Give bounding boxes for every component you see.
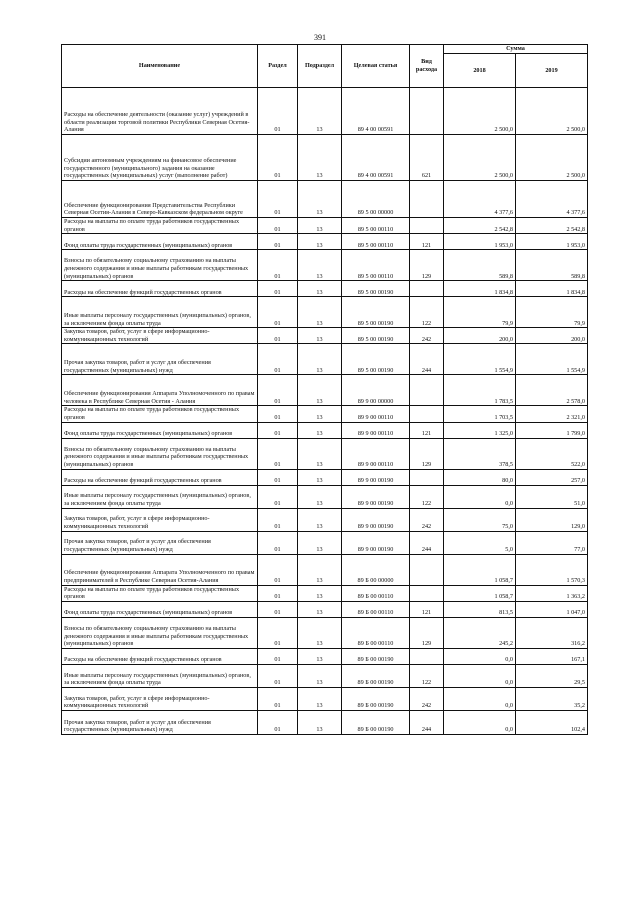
table-row — [62, 88, 588, 135]
row-sum-2018: 2 542,8 — [444, 218, 516, 234]
table-row — [62, 234, 588, 250]
table-row — [62, 297, 588, 328]
row-subsection: 13 — [298, 135, 342, 181]
header-name: Наименование — [62, 45, 258, 88]
row-sum-2018: 80,0 — [444, 469, 516, 485]
row-subsection: 13 — [298, 469, 342, 485]
row-target: 89 9 00 00110 — [342, 406, 410, 422]
row-subsection: 13 — [298, 422, 342, 438]
table-row — [62, 422, 588, 438]
row-expense-type: 242 — [410, 328, 444, 344]
row-section: 01 — [258, 601, 298, 617]
row-expense-type — [410, 585, 444, 601]
row-subsection: 13 — [298, 710, 342, 734]
row-sum-2019: 257,0 — [516, 469, 588, 485]
row-target: 89 4 00 00591 — [342, 88, 410, 135]
row-name: Закупка товаров, работ, услуг в сфере информационно-коммуникационных технологий — [62, 508, 258, 531]
row-sum-2019: 1 570,3 — [516, 554, 588, 585]
row-name: Расходы на обеспечение функций государственных органов — [62, 281, 258, 297]
table-row — [62, 485, 588, 508]
row-sum-2018: 1 703,5 — [444, 406, 516, 422]
header-type: Вид расхода — [410, 45, 444, 88]
table-row — [62, 601, 588, 617]
row-sum-2019: 316,2 — [516, 617, 588, 648]
row-section: 01 — [258, 485, 298, 508]
row-target: 89 5 00 00190 — [342, 344, 410, 375]
row-subsection: 13 — [298, 531, 342, 554]
row-sum-2019: 1 047,0 — [516, 601, 588, 617]
row-target: 89 Б 00 00110 — [342, 617, 410, 648]
table-row — [62, 664, 588, 687]
table-row — [62, 710, 588, 734]
row-sum-2018: 200,0 — [444, 328, 516, 344]
row-sum-2018: 0,0 — [444, 648, 516, 664]
row-target: 89 Б 00 00190 — [342, 710, 410, 734]
row-sum-2019: 200,0 — [516, 328, 588, 344]
row-sum-2019: 2 500,0 — [516, 135, 588, 181]
row-sum-2019: 35,2 — [516, 687, 588, 710]
table-row — [62, 438, 588, 469]
row-sum-2018: 2 500,0 — [444, 88, 516, 135]
row-sum-2019: 2 500,0 — [516, 88, 588, 135]
row-subsection: 13 — [298, 554, 342, 585]
table-row — [62, 250, 588, 281]
row-target: 89 Б 00 00190 — [342, 648, 410, 664]
row-sum-2019: 29,5 — [516, 664, 588, 687]
table-row — [62, 585, 588, 601]
row-target: 89 9 00 00190 — [342, 531, 410, 554]
row-name: Расходы на выплаты по оплате труда работников государственных органов — [62, 585, 258, 601]
row-sum-2019: 1 363,2 — [516, 585, 588, 601]
row-target: 89 5 00 00110 — [342, 234, 410, 250]
row-name: Фонд оплаты труда государственных (муниципальных) органов — [62, 234, 258, 250]
row-expense-type — [410, 648, 444, 664]
row-sum-2018: 0,0 — [444, 664, 516, 687]
row-sum-2019: 1 834,8 — [516, 281, 588, 297]
header-section: Раздел — [258, 45, 298, 88]
row-sum-2018: 2 500,0 — [444, 135, 516, 181]
row-expense-type: 129 — [410, 250, 444, 281]
row-sum-2019: 589,8 — [516, 250, 588, 281]
row-subsection: 13 — [298, 664, 342, 687]
row-name: Иные выплаты персоналу государственных (муниципальных) органов, за исключением фонда оплаты труда — [62, 664, 258, 687]
row-subsection: 13 — [298, 585, 342, 601]
row-sum-2019: 167,1 — [516, 648, 588, 664]
row-sum-2018: 1 554,9 — [444, 344, 516, 375]
table-row — [62, 281, 588, 297]
row-sum-2018: 378,5 — [444, 438, 516, 469]
table-row — [62, 469, 588, 485]
row-name: Прочая закупка товаров, работ и услуг для обеспечения государственных (муниципальных) нужд — [62, 531, 258, 554]
row-name: Прочая закупка товаров, работ и услуг для обеспечения государственных (муниципальных) нужд — [62, 710, 258, 734]
row-section: 01 — [258, 328, 298, 344]
table-row — [62, 344, 588, 375]
table-row — [62, 531, 588, 554]
row-subsection: 13 — [298, 234, 342, 250]
row-target: 89 9 00 00000 — [342, 375, 410, 406]
row-subsection: 13 — [298, 88, 342, 135]
row-name: Обеспечение функционирования Аппарата Уполномоченного по правам человека в Республике Северная Осетия - Алания — [62, 375, 258, 406]
row-subsection: 13 — [298, 281, 342, 297]
row-name: Расходы на обеспечение деятельности (оказание услуг) учреждений в области реализации торговой политики Республики Северная Осетия-Алания — [62, 88, 258, 135]
row-expense-type: 129 — [410, 617, 444, 648]
row-section: 01 — [258, 438, 298, 469]
row-target: 89 9 00 00110 — [342, 438, 410, 469]
row-name: Взносы по обязательному социальному страхованию на выплаты денежного содержания и иные выплаты работникам государственных (муниципальных) органов — [62, 438, 258, 469]
table-row — [62, 406, 588, 422]
table-row — [62, 375, 588, 406]
row-expense-type: 621 — [410, 135, 444, 181]
row-section: 01 — [258, 554, 298, 585]
row-subsection: 13 — [298, 344, 342, 375]
row-subsection: 13 — [298, 508, 342, 531]
row-sum-2019: 2 578,0 — [516, 375, 588, 406]
row-sum-2018: 1 953,0 — [444, 234, 516, 250]
header-target: Целевая статья — [342, 45, 410, 88]
row-expense-type: 122 — [410, 485, 444, 508]
row-expense-type — [410, 469, 444, 485]
row-expense-type — [410, 375, 444, 406]
row-section: 01 — [258, 375, 298, 406]
row-section: 01 — [258, 585, 298, 601]
row-sum-2018: 0,0 — [444, 687, 516, 710]
row-target: 89 5 00 00190 — [342, 297, 410, 328]
row-target: 89 4 00 00591 — [342, 135, 410, 181]
row-sum-2019: 522,0 — [516, 438, 588, 469]
row-expense-type — [410, 218, 444, 234]
row-name: Расходы на обеспечение функций государственных органов — [62, 648, 258, 664]
row-sum-2018: 0,0 — [444, 710, 516, 734]
row-subsection: 13 — [298, 617, 342, 648]
row-name: Обеспечение функционирования Аппарата Уполномоченного по правам предпринимателей в Республике Северная Осетия-Алания — [62, 554, 258, 585]
page-number: 391 — [314, 33, 326, 42]
row-subsection: 13 — [298, 485, 342, 508]
row-section: 01 — [258, 88, 298, 135]
row-section: 01 — [258, 710, 298, 734]
row-sum-2018: 75,0 — [444, 508, 516, 531]
table-row — [62, 135, 588, 181]
row-subsection: 13 — [298, 250, 342, 281]
row-sum-2019: 4 377,6 — [516, 181, 588, 218]
row-sum-2018: 5,0 — [444, 531, 516, 554]
row-subsection: 13 — [298, 297, 342, 328]
row-expense-type — [410, 554, 444, 585]
row-section: 01 — [258, 687, 298, 710]
row-subsection: 13 — [298, 687, 342, 710]
row-section: 01 — [258, 406, 298, 422]
row-subsection: 13 — [298, 406, 342, 422]
row-name: Иные выплаты персоналу государственных (муниципальных) органов, за исключением фонда оплаты труда — [62, 297, 258, 328]
row-target: 89 5 00 00110 — [342, 218, 410, 234]
row-sum-2019: 102,4 — [516, 710, 588, 734]
row-name: Фонд оплаты труда государственных (муниципальных) органов — [62, 601, 258, 617]
row-sum-2018: 1 058,7 — [444, 585, 516, 601]
table-row — [62, 328, 588, 344]
row-expense-type: 121 — [410, 234, 444, 250]
row-target: 89 5 00 00190 — [342, 281, 410, 297]
row-sum-2018: 245,2 — [444, 617, 516, 648]
row-target: 89 5 00 00000 — [342, 181, 410, 218]
row-sum-2018: 79,9 — [444, 297, 516, 328]
table-row — [62, 218, 588, 234]
row-sum-2018: 1 325,0 — [444, 422, 516, 438]
header-year-2019: 2019 — [516, 54, 588, 88]
row-section: 01 — [258, 469, 298, 485]
table-row — [62, 687, 588, 710]
row-expense-type: 121 — [410, 601, 444, 617]
row-name: Иные выплаты персоналу государственных (муниципальных) органов, за исключением фонда оплаты труда — [62, 485, 258, 508]
table-row — [62, 648, 588, 664]
budget-table — [61, 44, 588, 735]
row-target: 89 5 00 00110 — [342, 250, 410, 281]
row-sum-2018: 1 783,5 — [444, 375, 516, 406]
row-sum-2019: 1 554,9 — [516, 344, 588, 375]
row-section: 01 — [258, 344, 298, 375]
header-year-2018: 2018 — [444, 54, 516, 88]
row-section: 01 — [258, 531, 298, 554]
row-sum-2018: 1 834,8 — [444, 281, 516, 297]
row-target: 89 Б 00 00110 — [342, 585, 410, 601]
row-subsection: 13 — [298, 438, 342, 469]
row-section: 01 — [258, 234, 298, 250]
row-target: 89 9 00 00190 — [342, 508, 410, 531]
row-section: 01 — [258, 422, 298, 438]
table-row — [62, 508, 588, 531]
row-target: 89 9 00 00110 — [342, 422, 410, 438]
row-expense-type: 122 — [410, 664, 444, 687]
row-expense-type — [410, 281, 444, 297]
row-sum-2019: 2 321,0 — [516, 406, 588, 422]
row-section: 01 — [258, 250, 298, 281]
row-name: Прочая закупка товаров, работ и услуг для обеспечения государственных (муниципальных) нужд — [62, 344, 258, 375]
row-sum-2018: 0,0 — [444, 485, 516, 508]
row-sum-2019: 77,0 — [516, 531, 588, 554]
table-row — [62, 181, 588, 218]
row-target: 89 9 00 00190 — [342, 485, 410, 508]
row-name: Закупка товаров, работ, услуг в сфере информационно-коммуникационных технологий — [62, 687, 258, 710]
row-expense-type — [410, 88, 444, 135]
row-expense-type: 242 — [410, 687, 444, 710]
row-section: 01 — [258, 181, 298, 218]
row-name: Закупка товаров, работ, услуг в сфере информационно-коммуникационных технологий — [62, 328, 258, 344]
row-name: Субсидии автономным учреждениям на финансовое обеспечение государственного (муниципального) задания на оказание государственных (муниципальных) услуг (выполнение работ) — [62, 135, 258, 181]
row-sum-2018: 813,5 — [444, 601, 516, 617]
header-subsection: Подраздел — [298, 45, 342, 88]
row-subsection: 13 — [298, 648, 342, 664]
row-subsection: 13 — [298, 218, 342, 234]
row-expense-type: 244 — [410, 531, 444, 554]
row-sum-2018: 4 377,6 — [444, 181, 516, 218]
row-target: 89 Б 00 00190 — [342, 664, 410, 687]
row-section: 01 — [258, 664, 298, 687]
row-expense-type: 129 — [410, 438, 444, 469]
row-name: Расходы на выплаты по оплате труда работников государственных органов — [62, 406, 258, 422]
row-target: 89 Б 00 00110 — [342, 601, 410, 617]
row-section: 01 — [258, 648, 298, 664]
row-subsection: 13 — [298, 601, 342, 617]
row-target: 89 Б 00 00190 — [342, 687, 410, 710]
row-name: Расходы на обеспечение функций государственных органов — [62, 469, 258, 485]
row-subsection: 13 — [298, 181, 342, 218]
row-name: Обеспечение функционирования Представительства Республики Северная Осетия-Алания в Северо-Кавказском федеральном округе — [62, 181, 258, 218]
header-sum: Сумма — [444, 45, 588, 54]
row-sum-2019: 51,0 — [516, 485, 588, 508]
row-section: 01 — [258, 281, 298, 297]
row-name: Взносы по обязательному социальному страхованию на выплаты денежного содержания и иные выплаты работникам государственных (муниципальных) органов — [62, 617, 258, 648]
row-sum-2018: 1 058,7 — [444, 554, 516, 585]
row-name: Взносы по обязательному социальному страхованию на выплаты денежного содержания и иные выплаты работникам государственных (муниципальных) органов — [62, 250, 258, 281]
row-sum-2019: 2 542,8 — [516, 218, 588, 234]
row-expense-type: 121 — [410, 422, 444, 438]
row-section: 01 — [258, 218, 298, 234]
row-target: 89 5 00 00190 — [342, 328, 410, 344]
row-section: 01 — [258, 297, 298, 328]
row-sum-2019: 79,9 — [516, 297, 588, 328]
row-name: Фонд оплаты труда государственных (муниципальных) органов — [62, 422, 258, 438]
row-expense-type: 244 — [410, 710, 444, 734]
row-target: 89 Б 00 00000 — [342, 554, 410, 585]
row-expense-type — [410, 181, 444, 218]
row-name: Расходы на выплаты по оплате труда работников государственных органов — [62, 218, 258, 234]
row-subsection: 13 — [298, 375, 342, 406]
row-section: 01 — [258, 617, 298, 648]
row-sum-2019: 1 799,0 — [516, 422, 588, 438]
row-target: 89 9 00 00190 — [342, 469, 410, 485]
row-section: 01 — [258, 135, 298, 181]
table-row — [62, 554, 588, 585]
row-sum-2019: 1 953,0 — [516, 234, 588, 250]
row-sum-2018: 589,8 — [444, 250, 516, 281]
row-expense-type: 242 — [410, 508, 444, 531]
row-expense-type: 244 — [410, 344, 444, 375]
row-subsection: 13 — [298, 328, 342, 344]
row-expense-type — [410, 406, 444, 422]
row-section: 01 — [258, 508, 298, 531]
table-row — [62, 617, 588, 648]
row-sum-2019: 129,0 — [516, 508, 588, 531]
row-expense-type: 122 — [410, 297, 444, 328]
